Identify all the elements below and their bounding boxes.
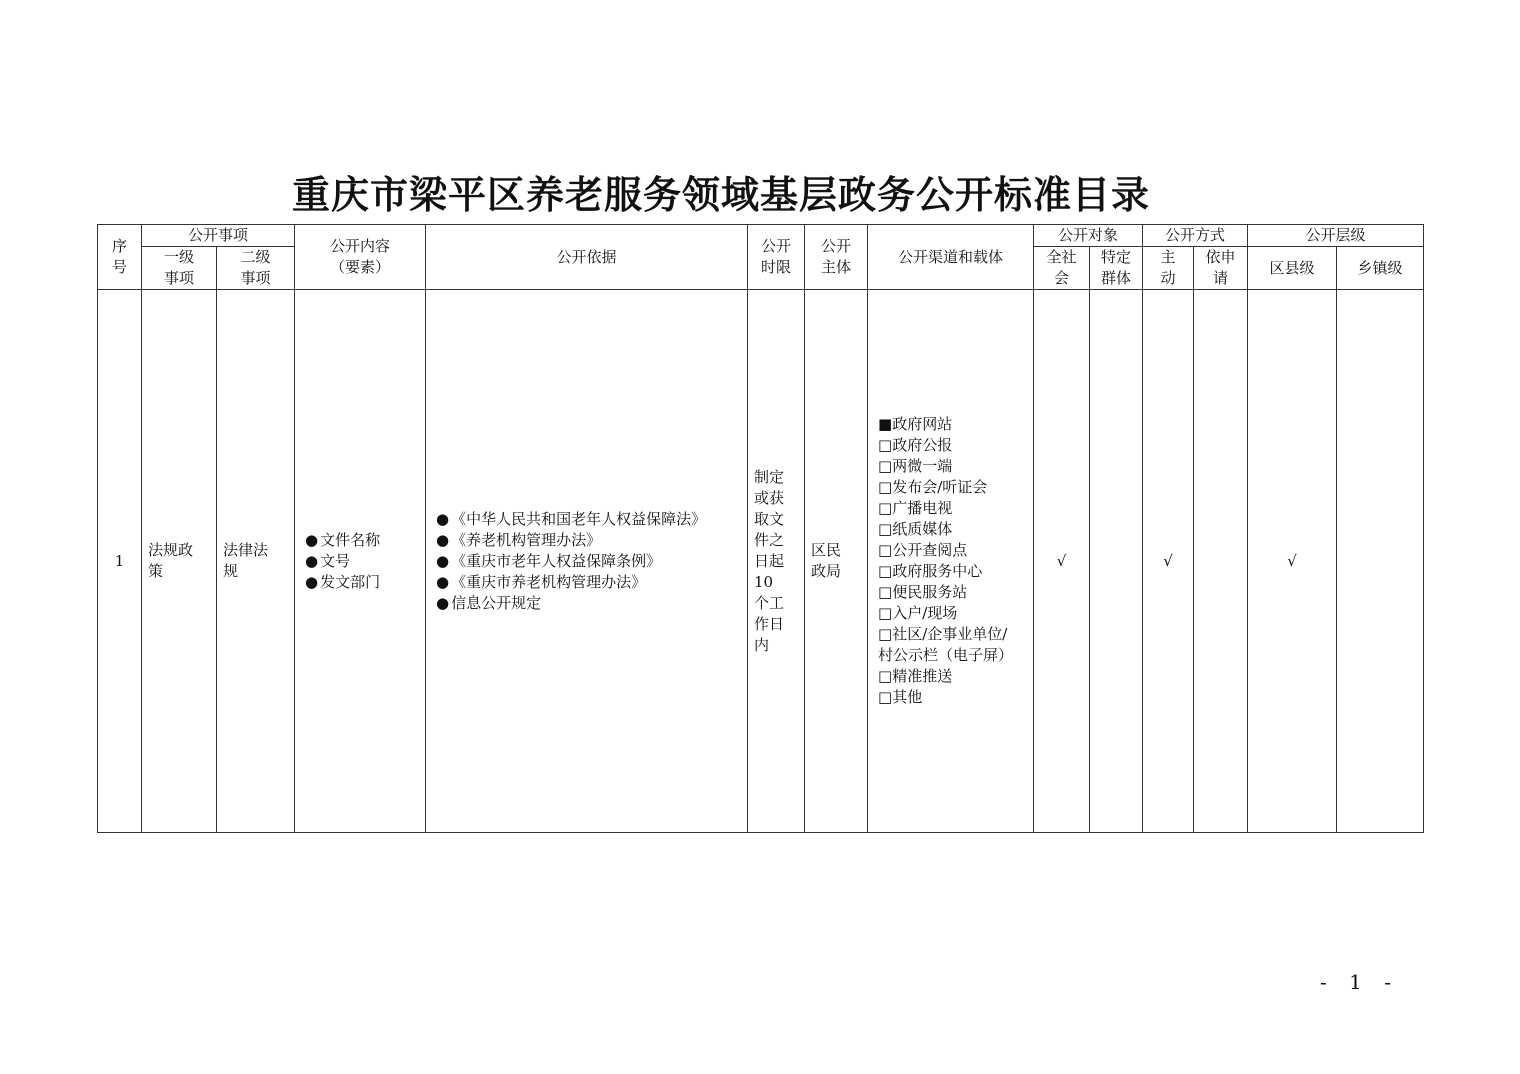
list-item: ● 文件名称: [305, 530, 425, 551]
list-item: □入户/现场: [878, 604, 958, 622]
list-item: □社区/企事业单位/村公示栏（电子屏）: [878, 625, 1014, 664]
list-item: □发布会/听证会: [878, 478, 988, 496]
list-item: ● 信息公开规定: [436, 593, 747, 614]
header-item-group: 公开事项: [142, 225, 295, 247]
cell-content: [295, 290, 426, 833]
header-level1: 一级事项: [142, 247, 217, 290]
list-item: □广播电视: [878, 499, 953, 517]
list-item: □政府公报: [878, 436, 953, 454]
list-item: ● 发文部门: [305, 572, 425, 593]
list-item: □精准推送: [878, 667, 953, 685]
header-method-group: 公开方式: [1143, 225, 1248, 247]
header-seq: 序号: [98, 225, 142, 290]
basis-list: [436, 509, 747, 614]
cell-audience-specific: [1090, 290, 1143, 833]
header-level-township: 乡镇级: [1337, 247, 1424, 290]
cell-level-county: √: [1248, 290, 1337, 833]
page-title: 重庆市梁平区养老服务领域基层政务公开标准目录: [291, 172, 1150, 217]
header-level2: 二级事项: [217, 247, 295, 290]
list-item: ● 《中华人民共和国老年人权益保障法》: [436, 509, 747, 530]
header-subject: 公开主体: [805, 225, 868, 290]
catalog-table: [97, 224, 1424, 833]
header-audience-all: 全社会: [1034, 247, 1090, 290]
cell-audience-all: √: [1034, 290, 1090, 833]
header-level-group: 公开层级: [1248, 225, 1424, 247]
list-item: ● 《重庆市老年人权益保障条例》: [436, 551, 747, 572]
header-audience-specific: 特定群体: [1090, 247, 1143, 290]
cell-level1: 法规政策: [142, 290, 217, 833]
list-item: □纸质媒体: [878, 520, 953, 538]
cell-level2: 法律法规: [217, 290, 295, 833]
cell-basis: [426, 290, 748, 833]
list-item: □其他: [878, 688, 923, 706]
list-item: □两微一端: [878, 457, 953, 475]
list-item: ● 《重庆市养老机构管理办法》: [436, 572, 747, 593]
list-item: ● 文号: [305, 551, 425, 572]
list-item: □公开查阅点: [878, 541, 968, 559]
table-row: [98, 290, 1424, 833]
cell-seq: 1: [98, 290, 142, 833]
header-method-active: 主动: [1143, 247, 1194, 290]
header-time-limit: 公开时限: [748, 225, 805, 290]
header-audience-group: 公开对象: [1034, 225, 1143, 247]
cell-subject: 区民政局: [805, 290, 868, 833]
header-level-county: 区县级: [1248, 247, 1337, 290]
header-basis: 公开依据: [426, 225, 748, 290]
cell-method-apply: [1194, 290, 1248, 833]
cell-time-limit: 制定或获取文件之日起10个工作日内: [748, 290, 805, 833]
list-item: □政府服务中心: [878, 562, 983, 580]
header-content: 公开内容（要素）: [295, 225, 426, 290]
cell-method-active: √: [1143, 290, 1194, 833]
cell-level-township: [1337, 290, 1424, 833]
header-method-apply: 依申请: [1194, 247, 1248, 290]
cell-channel: [868, 290, 1034, 833]
content-list: [305, 530, 425, 593]
list-item: □便民服务站: [878, 583, 968, 601]
list-item: ● 《养老机构管理办法》: [436, 530, 747, 551]
channel-list: [878, 414, 1018, 708]
list-item: ■政府网站: [878, 415, 953, 433]
header-channel: 公开渠道和载体: [868, 225, 1034, 290]
page-number: - 1 -: [1320, 970, 1399, 994]
